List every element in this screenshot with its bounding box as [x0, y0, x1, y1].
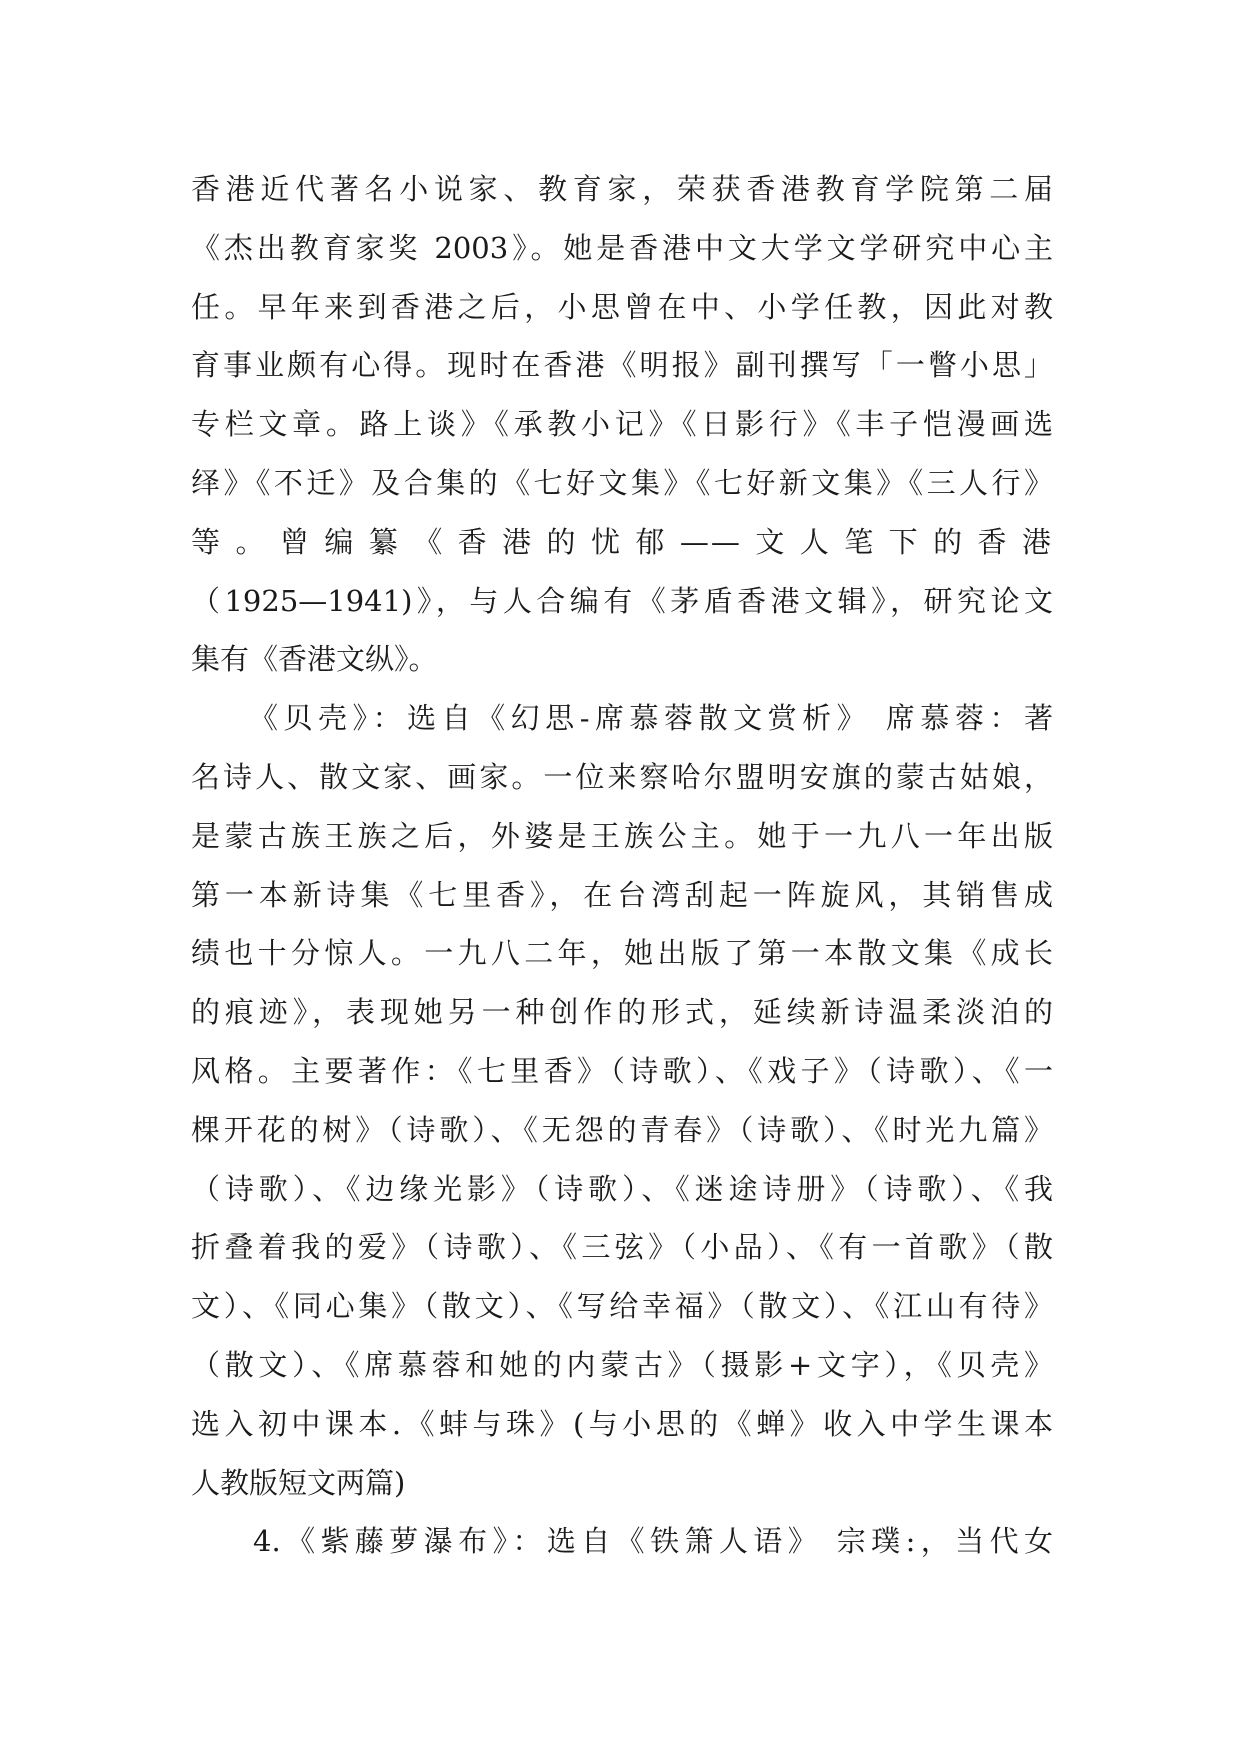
- text-line: 集有《香港文纵》。: [191, 642, 438, 677]
- body-text: [191, 160, 1053, 1571]
- text-line: 第一本新诗集《七里香》，在台湾刮起一阵旋风，其销售成: [191, 877, 1053, 912]
- text-line: 绎》《不迁》及合集的《七好文集》《七好新文集》《三人行》: [191, 465, 1053, 500]
- text-line: 的痕迹》，表现她另一种创作的形式，延续新诗温柔淡泊的: [191, 995, 1053, 1030]
- text-line: 任。早年来到香港之后，小思曾在中、小学任教，因此对教: [191, 289, 1053, 324]
- text-line: （诗歌）、《边缘光影》（诗歌）、《迷途诗册》（诗歌）、《我: [191, 1171, 1053, 1206]
- text-line: 绩也十分惊人。一九八二年，她出版了第一本散文集《成长: [191, 936, 1053, 971]
- text-line: 人教版短文两篇): [191, 1465, 406, 1500]
- text-line: 香港近代著名小说家、教育家，荣获香港教育学院第二届: [191, 172, 1053, 206]
- text-line: （1925—1941)》，与人合编有《茅盾香港文辑》，研究论文: [191, 583, 1053, 618]
- text-line: 《贝壳》：选自《幻思-席慕蓉散文赏析》 席慕蓉：著: [249, 701, 1053, 736]
- text-line: 名诗人、散文家、画家。一位来察哈尔盟明安旗的蒙古姑娘，: [191, 759, 1053, 794]
- text-line: 专栏文章。路上谈》《承教小记》《日影行》《丰子恺漫画选: [191, 407, 1053, 442]
- text-line: 育事业颇有心得。现时在香港《明报》副刊撰写「一瞥小思」: [191, 348, 1053, 383]
- text-line: 风格。主要著作：《七里香》（诗歌）、《戏子》（诗歌）、《一: [191, 1053, 1053, 1088]
- text-line: 等。曾编纂《香港的忧郁——文人笔下的香港: [191, 524, 1053, 559]
- text-line: 棵开花的树》（诗歌）、《无怨的青春》（诗歌）、《时光九篇》: [191, 1112, 1053, 1147]
- text-line: 选入初中课本.《蚌与珠》(与小思的《蝉》收入中学生课本: [191, 1406, 1053, 1441]
- text-line: 文）、《同心集》（散文）、《写给幸福》（散文）、《江山有待》: [191, 1289, 1053, 1324]
- text-line: 4.《紫藤萝瀑布》：选自《铁箫人语》 宗璞:，当代女: [253, 1524, 1053, 1559]
- text-line: （散文）、《席慕蓉和她的内蒙古》（摄影+文字），《贝壳》: [191, 1347, 1053, 1382]
- text-line: 《杰出教育家奖 2003》。她是香港中文大学文学研究中心主: [191, 230, 1053, 265]
- text-line: 是蒙古族王族之后，外婆是王族公主。她于一九八一年出版: [191, 818, 1053, 853]
- text-line: 折叠着我的爱》（诗歌）、《三弦》（小品）、《有一首歌》（散: [191, 1230, 1053, 1265]
